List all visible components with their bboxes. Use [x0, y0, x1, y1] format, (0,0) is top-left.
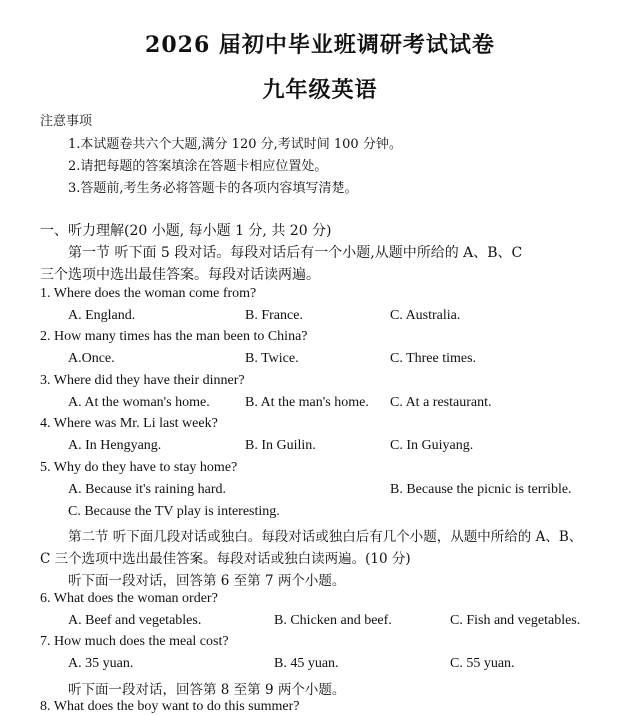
option-c: C. In Guiyang. [390, 438, 474, 453]
option-c: C. 55 yuan. [450, 656, 515, 671]
question-text: 1. Where does the woman come from? [40, 286, 257, 301]
note-item: 1.本试题卷共六个大题,满分 120 分,考试时间 100 分钟。 [68, 137, 402, 152]
question-text: 3. Where did they have their dinner? [40, 373, 245, 388]
section-heading: 一、听力理解(20 小题, 每小题 1 分, 共 20 分) [40, 223, 332, 239]
listening-instruction: 听下面一段对话，回答第 6 至第 7 两个小题。 [68, 573, 346, 589]
question-text: 7. How much does the meal cost? [40, 634, 229, 649]
notes-heading: 注意事项 [40, 114, 93, 129]
note-item: 2.请把每题的答案填涂在答题卡相应位置处。 [68, 159, 328, 174]
listening-instruction: 听下面一段对话，回答第 8 至第 9 两个小题。 [68, 682, 346, 698]
option-b: B. France. [245, 308, 303, 323]
part1-instruction-cont: 三个选项中选出最佳答案。每段对话读两遍。 [40, 267, 320, 283]
option-a: A. Beef and vegetables. [68, 613, 202, 628]
note-item: 3.答题前,考生务必将答题卡的各项内容填写清楚。 [68, 181, 358, 196]
option-a: A. At the woman's home. [68, 395, 210, 410]
question-text: 6. What does the woman order? [40, 591, 218, 606]
option-b: B. Because the picnic is terrible. [390, 482, 572, 497]
exam-subtitle: 九年级英语 [262, 77, 378, 103]
option-b: B. Chicken and beef. [274, 613, 392, 628]
part2-instruction-cont: C 三个选项中选出最佳答案。每段对话或独白读两遍。(10 分) [40, 551, 411, 567]
option-c: C. Because the TV play is interesting. [68, 504, 280, 519]
part2-instruction: 第二节 听下面几段对话或独白。每段对话或独白后有几个小题，从题中所给的 A、B、 [68, 529, 583, 545]
option-a: A.Once. [68, 351, 115, 366]
question-text: 8. What does the boy want to do this summer? [40, 699, 300, 714]
part1-instruction: 第一节 听下面 5 段对话。每段对话后有一个小题,从题中所给的 A、B、C [68, 245, 523, 261]
exam-title: 2026 届初中毕业班调研考试试卷 [145, 32, 495, 58]
option-b: B. 45 yuan. [274, 656, 339, 671]
question-text: 2. How many times has the man been to China? [40, 329, 308, 344]
option-a: A. 35 yuan. [68, 656, 134, 671]
option-a: A. In Hengyang. [68, 438, 162, 453]
option-c: C. Three times. [390, 351, 477, 366]
option-c: C. Fish and vegetables. [450, 613, 581, 628]
question-text: 4. Where was Mr. Li last week? [40, 416, 218, 431]
question-text: 5. Why do they have to stay home? [40, 460, 238, 475]
option-a: A. Because it's raining hard. [68, 482, 227, 497]
option-a: A. England. [68, 308, 136, 323]
option-b: B. In Guilin. [245, 438, 316, 453]
option-c: C. Australia. [390, 308, 461, 323]
option-b: B. At the man's home. [245, 395, 369, 410]
option-c: C. At a restaurant. [390, 395, 492, 410]
option-b: B. Twice. [245, 351, 299, 366]
